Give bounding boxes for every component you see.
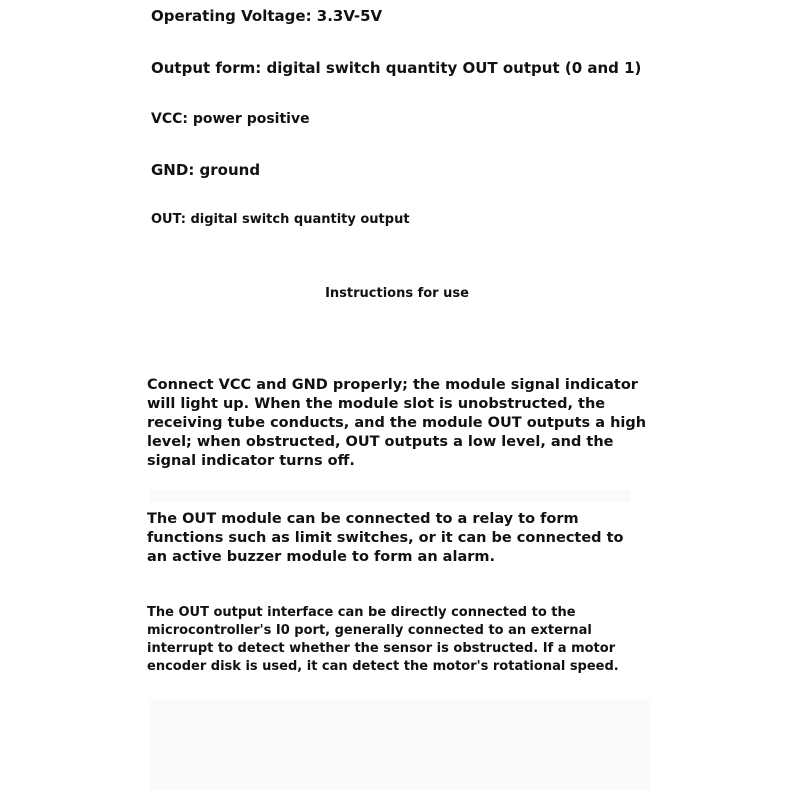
instruction-paragraph-wiring: Connect VCC and GND properly; the module signal indicator will light up. When the module slot is unobstructed, the receiving tube conducts, and the module OUT outputs a high level; when obstructed, OUT outputs a low level, and the signal indicator turns off. bbox=[147, 377, 647, 469]
spec-out: OUT: digital switch quantity output bbox=[151, 212, 410, 227]
spec-output-form: Output form: digital switch quantity OUT output (0 and 1) bbox=[151, 59, 642, 77]
instructions-heading: Instructions for use bbox=[325, 286, 469, 301]
instruction-paragraph-microcontroller: The OUT output interface can be directly connected to the microcontroller's I0 port, generally connected to an external interrupt to detect whether the sensor is obstructed. If a motor encoder disk is used, it can detect the motor's rotational speed. bbox=[147, 605, 619, 674]
spec-operating-voltage: Operating Voltage: 3.3V-5V bbox=[151, 7, 383, 25]
background-smudge bbox=[150, 700, 650, 790]
spec-gnd: GND: ground bbox=[151, 161, 261, 179]
instruction-paragraph-relay: The OUT module can be connected to a relay to form functions such as limit switches, or it can be connected to an active buzzer module to form an alarm. bbox=[147, 511, 624, 565]
spec-vcc: VCC: power positive bbox=[151, 111, 310, 127]
background-smudge bbox=[150, 490, 630, 502]
